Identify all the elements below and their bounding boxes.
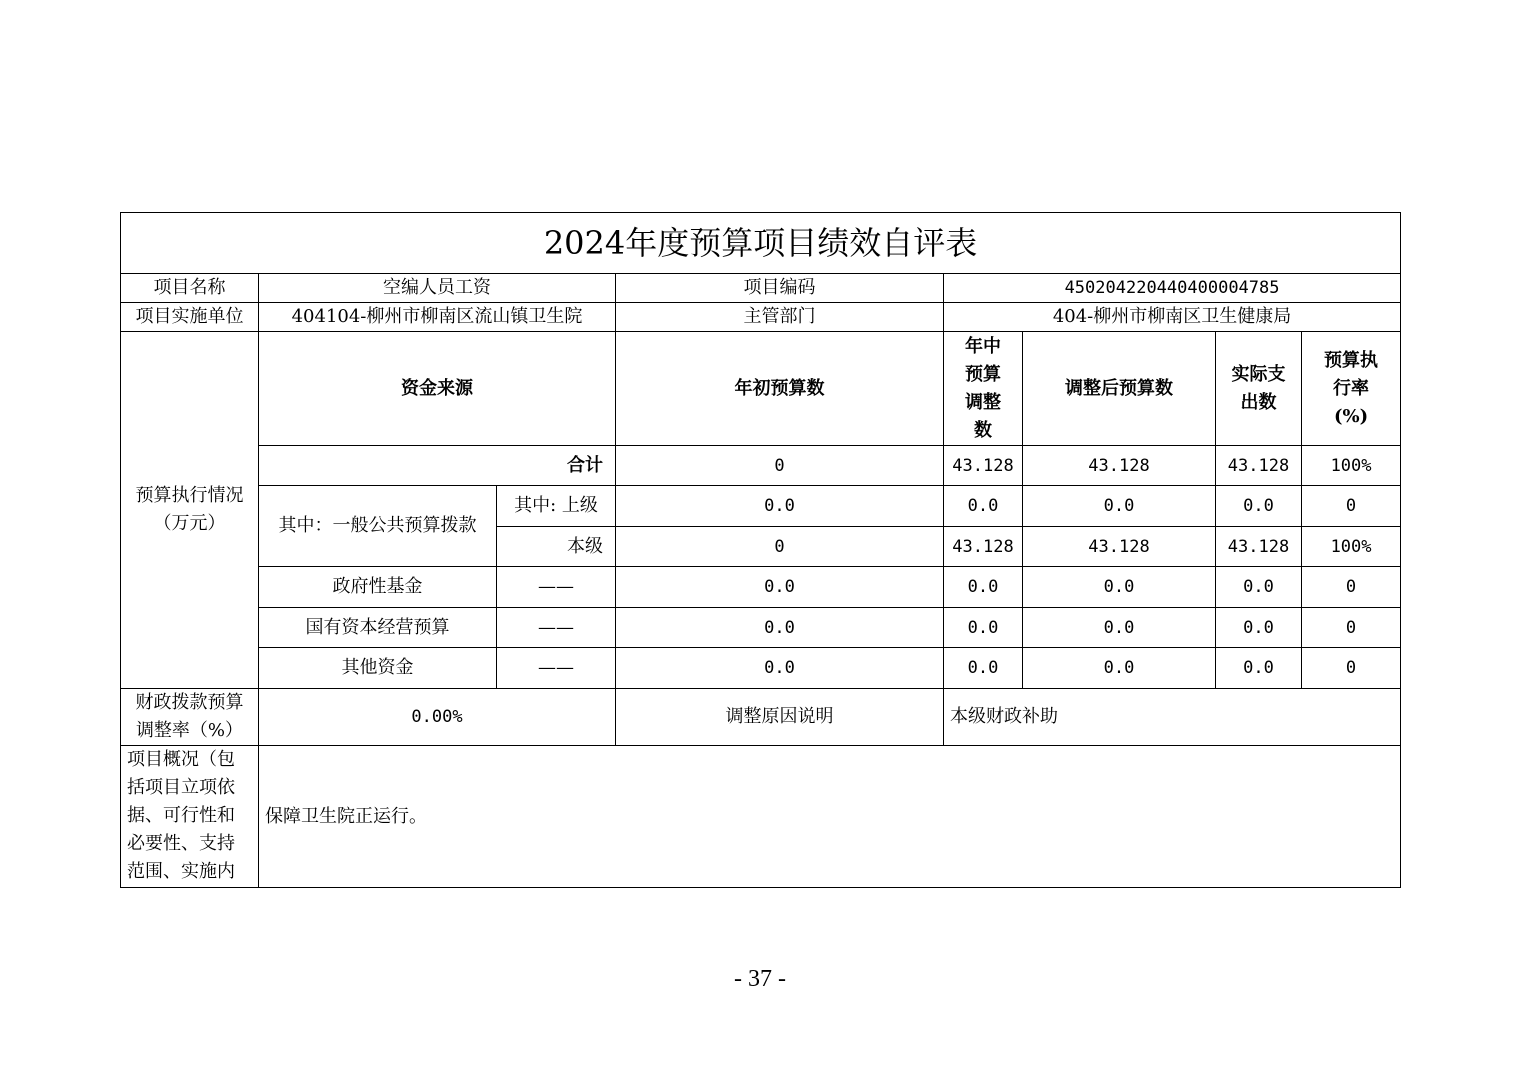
superior-rate: 0 <box>1302 486 1401 527</box>
total-adjusted: 43.128 <box>1023 446 1216 486</box>
project-code-label: 项目编码 <box>616 274 944 303</box>
table-title: 2024年度预算项目绩效自评表 <box>121 213 1401 274</box>
initial-budget-header: 年初预算数 <box>616 332 944 446</box>
total-mid: 43.128 <box>944 446 1023 486</box>
total-label: 合计 <box>259 446 616 486</box>
project-overview-row <box>121 746 1401 888</box>
project-name-label: 项目名称 <box>121 274 259 303</box>
state-capital-label: 国有资本经营预算 <box>259 608 497 648</box>
project-overview-label: 项目概况（包括项目立项依据、可行性和必要性、支持范围、实施内 <box>121 746 259 888</box>
local-adjusted: 43.128 <box>1023 527 1216 567</box>
state-capital-mid: 0.0 <box>944 608 1023 648</box>
general-budget-group-label: 其中：一般公共预算拨款 <box>259 486 497 567</box>
implementing-unit-value: 404104-柳州市柳南区流山镇卫生院 <box>259 303 616 332</box>
project-code-value: 450204220440400004785 <box>944 274 1401 303</box>
adjust-rate-value: 0.00% <box>259 689 616 746</box>
other-funds-initial: 0.0 <box>616 648 944 689</box>
other-funds-adjusted: 0.0 <box>1023 648 1216 689</box>
adjust-reason-label: 调整原因说明 <box>616 689 944 746</box>
superior-actual: 0.0 <box>1216 486 1302 527</box>
superior-initial: 0.0 <box>616 486 944 527</box>
gov-fund-adjusted: 0.0 <box>1023 567 1216 608</box>
local-mid: 43.128 <box>944 527 1023 567</box>
fund-source-header: 资金来源 <box>259 332 616 446</box>
competent-dept-label: 主管部门 <box>616 303 944 332</box>
table-row <box>121 486 1401 527</box>
actual-expenditure-header: 实际支出数 <box>1216 332 1302 446</box>
state-capital-dash: —— <box>497 608 616 648</box>
other-funds-actual: 0.0 <box>1216 648 1302 689</box>
other-funds-mid: 0.0 <box>944 648 1023 689</box>
performance-evaluation-table <box>120 212 1401 888</box>
adjust-rate-row <box>121 689 1401 746</box>
competent-dept-value: 404-柳州市柳南区卫生健康局 <box>944 303 1401 332</box>
budget-execution-label: 预算执行情况（万元） <box>121 332 259 689</box>
gov-fund-label: 政府性基金 <box>259 567 497 608</box>
budget-header-row <box>121 332 1401 446</box>
implementing-unit-row <box>121 303 1401 332</box>
mid-year-adjustment-header: 年中预算调整数 <box>944 332 1023 446</box>
superior-label: 其中: 上级 <box>497 486 616 527</box>
state-capital-actual: 0.0 <box>1216 608 1302 648</box>
other-funds-rate: 0 <box>1302 648 1401 689</box>
page-number: - 37 - <box>734 966 786 992</box>
gov-fund-initial: 0.0 <box>616 567 944 608</box>
superior-mid: 0.0 <box>944 486 1023 527</box>
gov-fund-dash: —— <box>497 567 616 608</box>
state-capital-adjusted: 0.0 <box>1023 608 1216 648</box>
implementing-unit-label: 项目实施单位 <box>121 303 259 332</box>
project-name-row <box>121 274 1401 303</box>
project-name-value: 空编人员工资 <box>259 274 616 303</box>
total-rate: 100% <box>1302 446 1401 486</box>
local-label: 本级 <box>497 527 616 567</box>
state-capital-initial: 0.0 <box>616 608 944 648</box>
execution-rate-header: 预算执行率(%) <box>1302 332 1401 446</box>
project-overview-value: 保障卫生院正运行。 <box>259 746 1401 888</box>
local-initial: 0 <box>616 527 944 567</box>
gov-fund-rate: 0 <box>1302 567 1401 608</box>
adjust-reason-value: 本级财政补助 <box>944 689 1401 746</box>
other-funds-dash: —— <box>497 648 616 689</box>
gov-fund-mid: 0.0 <box>944 567 1023 608</box>
adjusted-budget-header: 调整后预算数 <box>1023 332 1216 446</box>
adjust-rate-label: 财政拨款预算调整率（%） <box>121 689 259 746</box>
title-row <box>121 213 1401 274</box>
superior-adjusted: 0.0 <box>1023 486 1216 527</box>
total-initial: 0 <box>616 446 944 486</box>
state-capital-rate: 0 <box>1302 608 1401 648</box>
table-row <box>121 446 1401 486</box>
total-actual: 43.128 <box>1216 446 1302 486</box>
table-row <box>121 608 1401 648</box>
local-rate: 100% <box>1302 527 1401 567</box>
other-funds-label: 其他资金 <box>259 648 497 689</box>
local-actual: 43.128 <box>1216 527 1302 567</box>
table-row <box>121 648 1401 689</box>
table-row <box>121 567 1401 608</box>
gov-fund-actual: 0.0 <box>1216 567 1302 608</box>
